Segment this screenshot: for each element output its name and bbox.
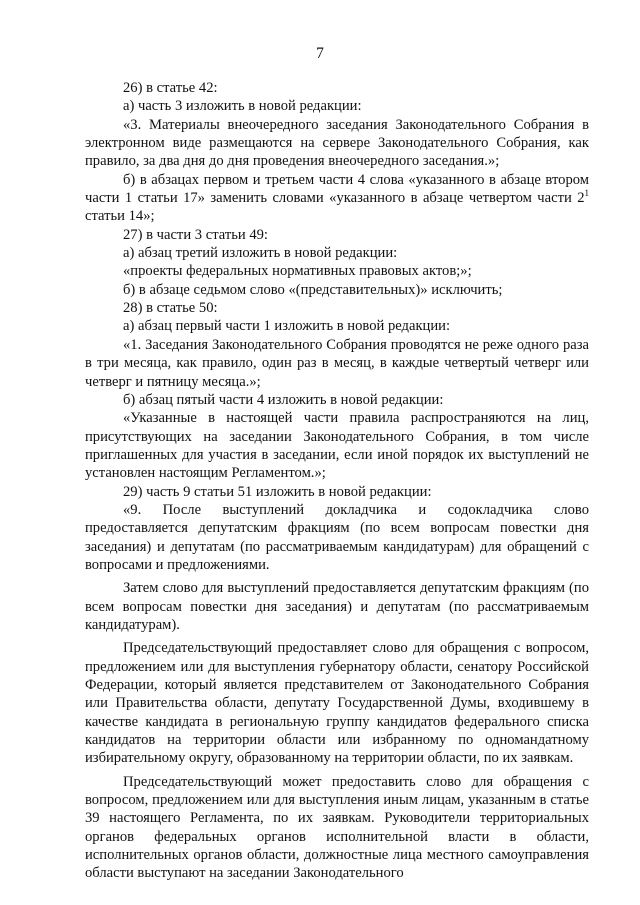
item-26a-text: «3. Материалы внеочередного заседания Законодательного Собрания в электронном виде размещаются на сервере Законодательного Собрания, как правило, за два дня до дня проведения внеочередного заседания.»; — [85, 116, 589, 170]
item-27a-heading: а) абзац третий изложить в новой редакции: — [123, 245, 398, 262]
item-27b-text: б) в абзаце седьмом слово «(представительных)» исключить; — [123, 281, 503, 298]
item-29-text: «9. После выступлений докладчика и содокладчика слово предоставляется депутатским фракциям (по всем вопросам повестки дня заседания) и депутатам (по рассматриваемым кандидатурам) для обращений с вопросами и предложениями. — [85, 501, 589, 573]
document-body — [85, 79, 589, 883]
paragraph-chairman-gives-floor: Председательствующий предоставляет слово для обращения с вопросом, предложением или для выступления губернатору области, сенатору Российской Федерации, который является представителем от Законодательного Собрания или Правительства области, депутату Государственной Думы, входившему в качестве кандидата в региональную группу кандидатов федерального списка кандидатов на территории области или избранному по одномандатному избирательному округу, образованному на территории области, по их заявкам. — [85, 640, 589, 767]
item-26a-heading: а) часть 3 изложить в новой редакции: — [123, 98, 362, 115]
paragraph-fractions: Затем слово для выступлений предоставляется депутатским фракциям (по всем вопросам повестки дня заседания) и депутатам (по рассматриваемым кандидатурам). — [85, 580, 589, 633]
paragraph-chairman-may-give-floor: Председательствующий может предоставить слово для обращения с вопросом, предложением или для выступления иным лицам, указанным в статье 39 настоящего Регламента, по их заявкам. Руководители территориальных органов федеральных органов исполнительной власти в области, исполнительных органов области, должностные лица местного самоуправления области выступают на заседании Законодательного — [85, 773, 589, 882]
item-28a-text: «1. Заседания Законодательного Собрания проводятся не реже одного раза в три месяца, как правило, один раз в месяц, в каждые четвертый четверг или четверг и пятницу месяца.»; — [85, 336, 589, 390]
page-number: 7 — [316, 45, 324, 62]
item-28a-heading: а) абзац первый части 1 изложить в новой редакции: — [123, 318, 451, 335]
item-26-heading: 26) в статье 42: — [123, 80, 218, 96]
item-28b-heading: б) абзац пятый части 4 изложить в новой редакции: — [123, 391, 444, 408]
item-26b-pre: б) в абзацах первом и третьем части 4 слова «указанного в абзаце втором части 1 статьи 17» заменить словами «указанного в абзаце четвертом части 2 — [85, 171, 589, 207]
item-27a-text: «проекты федеральных нормативных правовых актов;»; — [123, 263, 472, 280]
item-28b-text: «Указанные в настоящей части правила распространяются на лиц, присутствующих на заседании Законодательного Собрания, в том числе приглашенных для участия в заседании, если иной порядок их выступлений не установлен настоящим Регламентом.»; — [85, 410, 589, 482]
item-29-heading: 29) часть 9 статьи 51 изложить в новой редакции: — [123, 483, 432, 500]
item-26b-superscript: 1 — [584, 188, 589, 199]
item-28-heading: 28) в статье 50: — [123, 300, 218, 317]
item-26b-text — [85, 171, 589, 226]
item-27-heading: 27) в части 3 статьи 49: — [123, 226, 268, 243]
item-26b-post: статьи 14»; — [85, 208, 155, 225]
